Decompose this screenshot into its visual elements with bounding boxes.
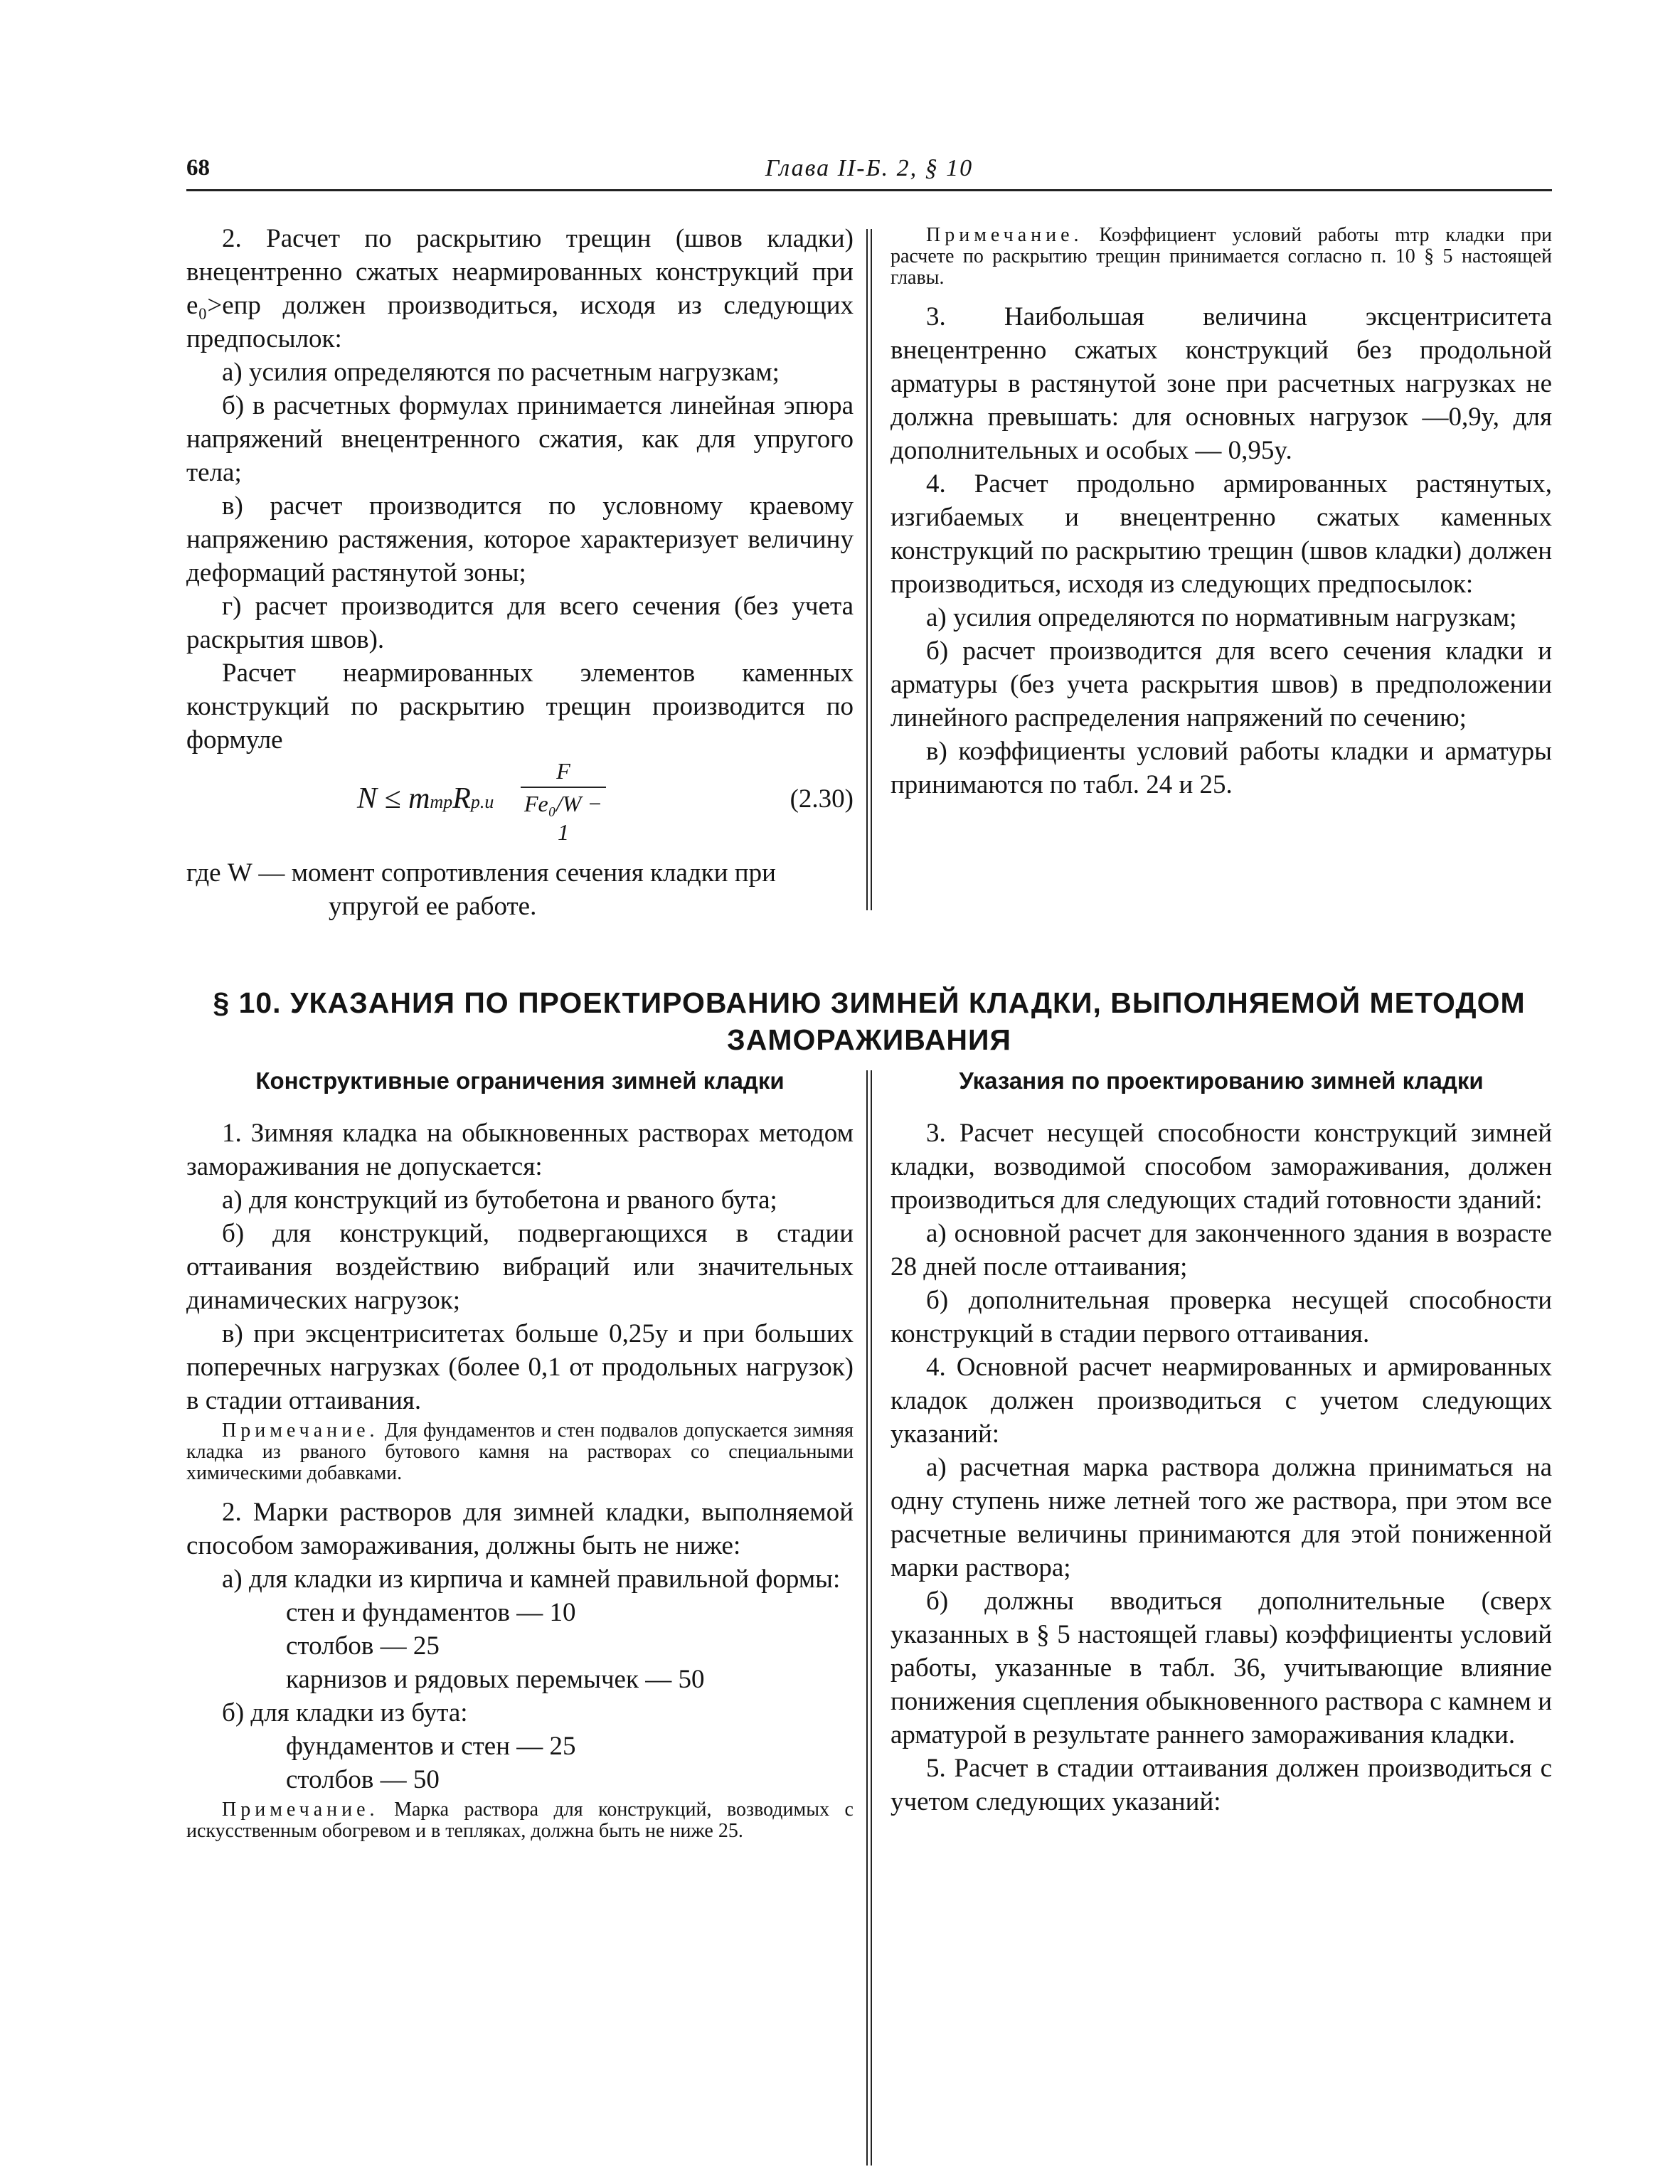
section-heading: § 10. УКАЗАНИЯ ПО ПРОЕКТИРОВАНИЮ ЗИМНЕЙ КЛАДКИ, ВЫПОЛНЯЕМОЙ МЕТОДОМ ЗАМОРАЖИВАНИЯ: [213, 986, 1526, 1056]
list-item: а) основной расчет для законченного здания в возрасте 28 дней после оттаивания;: [890, 1219, 1552, 1282]
formula-number: (2.30): [790, 784, 854, 814]
left-top-column: [186, 222, 854, 923]
list-item: в) при эксцентриситетах больше 0,25y и при больших поперечных нагрузках (более 0,1 от продольных нагрузок) в стадии оттаивания.: [186, 1319, 854, 1415]
formula-fraction: F Fe₀/W − 1: [521, 757, 606, 846]
list-subitem: столбов — 50: [286, 1765, 440, 1794]
list-subitem: столбов — 25: [286, 1631, 440, 1661]
paragraph: 2. Расчет по раскрытию трещин (швов кладки) внецентренно сжатых неармированных конструкций при e₀>eпр должен производиться, исходя из следующих предпосылок:: [186, 224, 854, 353]
paragraph: 1. Зимняя кладка на обыкновенных растворах методом замораживания не допускается:: [186, 1119, 854, 1181]
column-divider: [866, 1070, 872, 2166]
list-item: а) для кладки из кирпича и камней правильной формы:: [222, 1565, 841, 1594]
page-header: [186, 155, 1552, 191]
list-item: г) расчет производится для всего сечения (без учета раскрытия швов).: [186, 592, 854, 654]
column-divider: [866, 229, 872, 910]
where-clause: где W — момент сопротивления сечения кладки при упругой ее работе.: [186, 858, 776, 921]
list-item: б) в расчетных формулах принимается линейная эпюра напряжений внецентренного сжатия, как для упругого тела;: [186, 391, 854, 487]
list-item: в) расчет производится по условному краевому напряжению растяжения, которое характеризует величину деформаций растянутой зоны;: [186, 491, 854, 587]
subsection-title: Указания по проектированию зимней кладки: [959, 1067, 1484, 1094]
list-item: б) расчет производится для всего сечения кладки и арматуры (без учета раскрытия швов) в предположении линейного распределения напряжений по сечению;: [890, 636, 1552, 733]
paragraph: 3. Расчет несущей способности конструкций зимней кладки, возводимой способом замораживания, должен производиться для следующих стадий готовности зданий:: [890, 1119, 1552, 1215]
list-subitem: стен и фундаментов — 10: [286, 1598, 576, 1627]
formula-expression: N ≤ mтрRр.и: [357, 782, 494, 815]
right-top-column: [890, 222, 1552, 801]
paragraph: 5. Расчет в стадии оттаивания должен производиться с учетом следующих указаний:: [890, 1754, 1552, 1816]
list-item: б) дополнительная проверка несущей способности конструкций в стадии первого оттаивания.: [890, 1286, 1552, 1348]
note: Примечание. Для фундаментов и стен подвалов допускается зимняя кладка из рваного бутового камня на растворах со специальными химическими добавками.: [186, 1419, 854, 1484]
paragraph: Расчет неармированных элементов каменных конструкций по раскрытию трещин производится по формуле: [186, 659, 854, 755]
list-subitem: фундаментов и стен — 25: [286, 1732, 576, 1761]
page-number: 68: [186, 155, 210, 181]
list-item: а) расчетная марка раствора должна приниматься на одну ступень ниже летней того же раствора, при этом все расчетные величины принимаются для этой пониженной марки раствора;: [890, 1453, 1552, 1582]
list-item: б) должны вводиться дополнительные (сверх указанных в § 5 настоящей главы) коэффициенты условий работы, указанные в табл. 36, учитывающие влияние понижения сцепления обыкновенного раствора с камнем и арматурой в результате раннего замораживания кладки.: [890, 1587, 1552, 1749]
subsection-title: Конструктивные ограничения зимней кладки: [255, 1067, 785, 1094]
paragraph: 2. Марки растворов для зимней кладки, выполняемой способом замораживания, должны быть не ниже:: [186, 1498, 854, 1560]
note: Примечание. Марка раствора для конструкций, возводимых с искусственным обогревом и в тепляках, должна быть не ниже 25.: [186, 1799, 854, 1842]
list-item: б) для кладки из бута:: [222, 1698, 468, 1727]
note: Примечание. Коэффициент условий работы mтр кладки при расчете по раскрытию трещин принимается согласно п. 10 § 5 настоящей главы.: [890, 224, 1552, 289]
running-head: Глава II-Б. 2, § 10: [765, 155, 974, 181]
right-bottom-column: [890, 1067, 1552, 1818]
list-subitem: карнизов и рядовых перемычек — 50: [286, 1665, 705, 1694]
formula-2-30: [186, 757, 854, 856]
list-item: б) для конструкций, подвергающихся в стадии оттаивания воздействию вибраций или значительных динамических нагрузок;: [186, 1219, 854, 1315]
list-item: а) усилия определяются по расчетным нагрузкам;: [222, 358, 780, 387]
paragraph: 4. Расчет продольно армированных растянутых, изгибаемых и внецентренно сжатых каменных конструкций по раскрытию трещин (швов кладки) должен производиться, исходя из следующих предпосылок:: [890, 469, 1552, 599]
paragraph: 4. Основной расчет неармированных и армированных кладок должен производиться с учетом следующих указаний:: [890, 1353, 1552, 1449]
list-item: а) усилия определяются по нормативным нагрузкам;: [926, 603, 1517, 632]
list-item: а) для конструкций из бутобетона и рваного бута;: [222, 1186, 777, 1215]
left-bottom-column: [186, 1067, 854, 1853]
list-item: в) коэффициенты условий работы кладки и арматуры принимаются по табл. 24 и 25.: [890, 737, 1552, 799]
paragraph: 3. Наибольшая величина эксцентриситета внецентренно сжатых конструкций без продольной арматуры в растянутой зоне при расчетных нагрузках не должна превышать: для основных нагрузок —0,9y, для дополнительных и особых — 0,95y.: [890, 302, 1552, 465]
